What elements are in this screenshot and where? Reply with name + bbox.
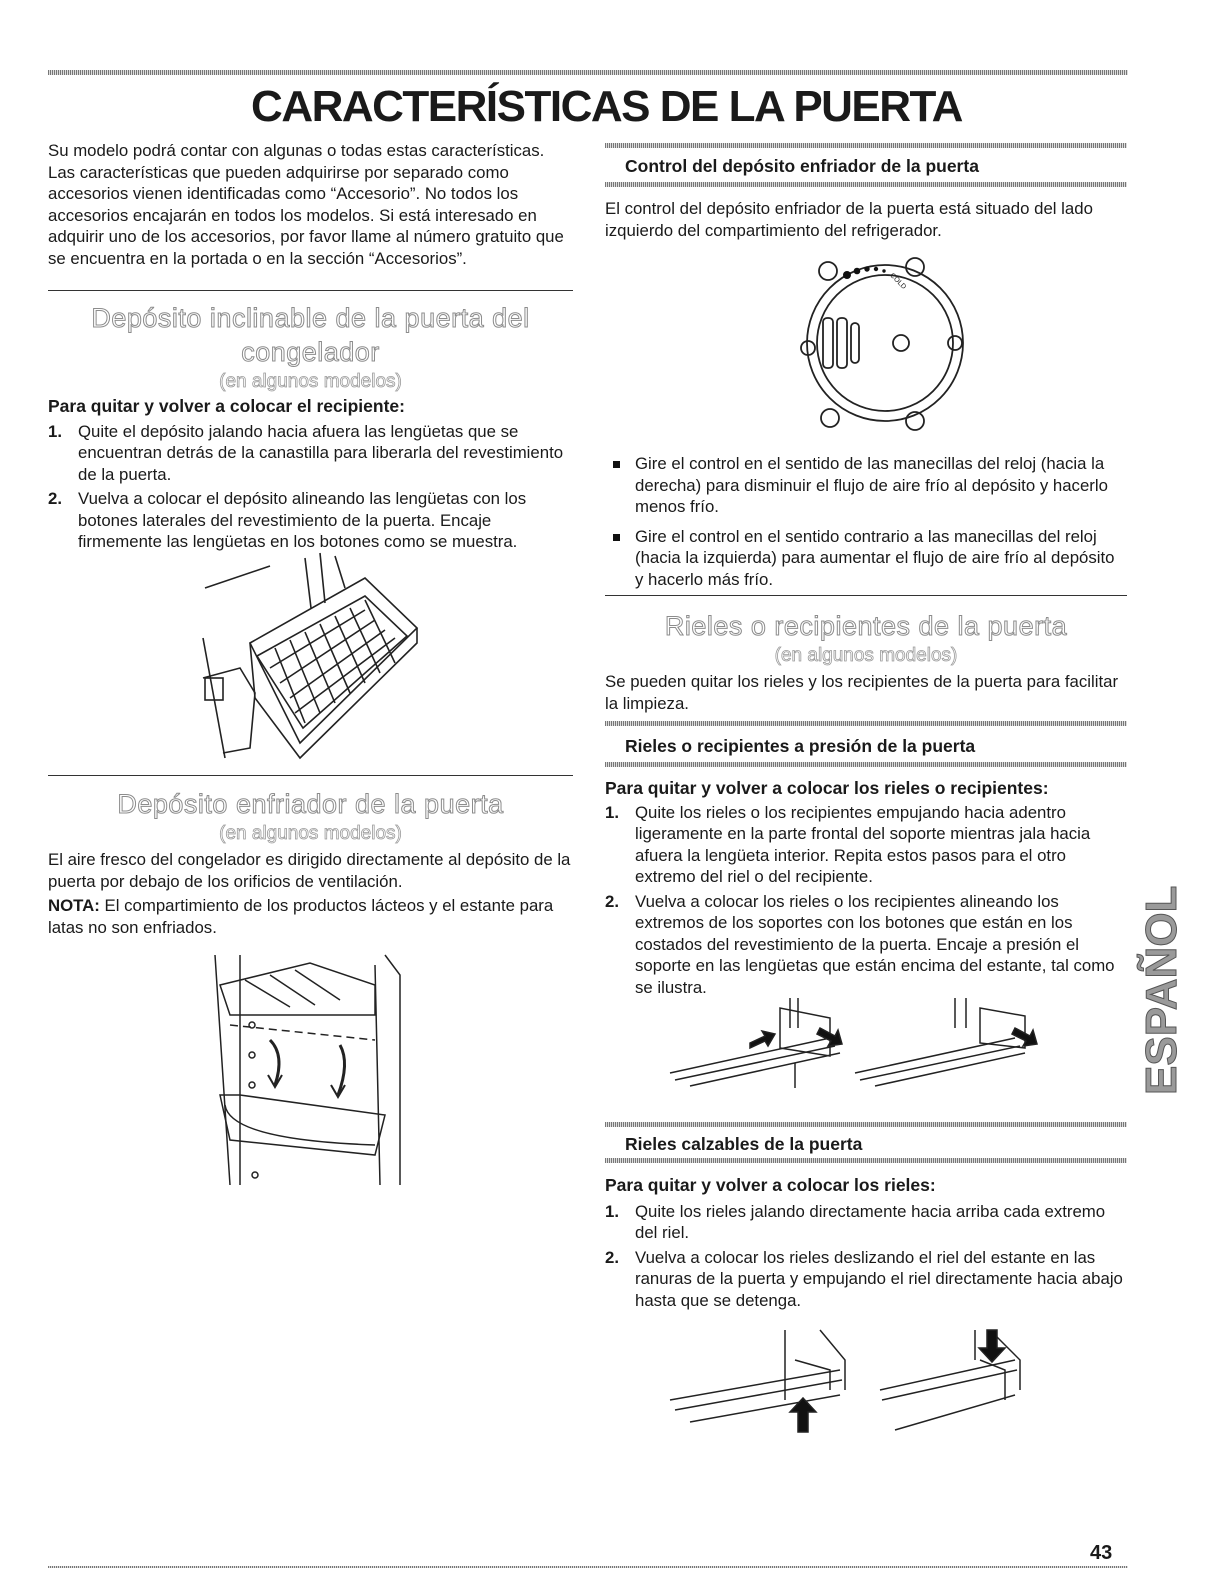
snap-rails-heading: Rieles o recipientes a presión de la puerta [625,736,976,756]
page-number: 43 [1090,1542,1113,1564]
drop-in-rails-section [605,1175,1127,1314]
snap-rails-instructions-heading: Para quitar y volver a colocar los rieles o recipientes: [605,778,1049,798]
drop-in-rails-instructions-heading: Para quitar y volver a colocar los rieles: [605,1175,936,1195]
page-title: CARACTERÍSTICAS DE LA PUERTA [251,82,962,131]
step-text: Quite los rieles o los recipientes empujando hacia adentro ligeramente en la parte frontal del soporte mientras jala hacia afuera la lengüeta interior. Repita estos pasos para el otro extremo del riel o del recipiente. [635,802,1091,886]
divider-tilt-bin [48,290,573,291]
tilt-bin-illustration [195,548,435,763]
step-number: 2. [605,1247,619,1267]
intro-block [48,140,573,269]
chiller-bin-section [48,788,573,938]
tilt-bin-models-note: (en algunos modelos) [219,371,402,392]
step-text: Vuelva a colocar los rieles o los recipientes alineando los extremos de los soportes con los botones que están en los costados del revestimiento de la puerta. Encaje a presión el soporte en las lengüetas que están encima del estante, tal como se ilustra. [635,891,1115,997]
step-number: 1. [605,802,619,822]
chiller-bin-models-note: (en algunos modelos) [219,823,402,844]
step-text: Vuelva a colocar los rieles deslizando el riel del estante en las ranuras de la puerta y empujando el riel directamente hacia abajo hasta que se detenga. [635,1247,1123,1310]
stripe-chiller-control-top [605,143,1127,148]
dial-cold-label: COLD [888,272,908,291]
drop-in-rails-illustration [670,1330,1050,1435]
stripe-snap-rails-top [605,721,1127,726]
side-tab-espanol [1137,810,1188,1110]
tilt-bin-steps [48,421,573,553]
tilt-bin-heading-line2: congelador [241,337,380,367]
list-item: Gire el control en el sentido contrario a las manecillas del reloj (hacia la izquierda) para aumentar el flujo de aire frío al depósito y hacerlo más frío. [605,526,1127,591]
stripe-chiller-control-bottom [605,182,1127,187]
chiller-control-body-block [605,198,1127,241]
snap-rails-steps [605,802,1127,999]
chiller-control-bullets [605,453,1127,590]
chiller-control-bullets-block [605,453,1127,598]
step-text: Quite el depósito jalando hacia afuera las lengüetas que se encuentran detrás de la canastilla para liberarla del revestimiento de la puerta. [78,421,564,484]
divider-door-rails [605,595,1127,596]
list-item [605,891,1127,999]
list-item [605,1247,1127,1312]
chiller-control-heading: Control del depósito enfriador de la puerta [625,156,979,176]
chiller-bin-illustration [200,945,415,1190]
stripe-snap-rails-bottom [605,762,1127,767]
note-text: El compartimiento de los productos lácteos y el estante para latas no son enfriados. [48,896,554,937]
tilt-bin-instructions-heading: Para quitar y volver a colocar el recipiente: [48,396,405,416]
drop-in-rails-steps [605,1201,1127,1312]
list-item [605,802,1127,888]
step-number: 2. [605,891,619,911]
list-item [48,421,573,486]
drop-in-rails-heading: Rieles calzables de la puerta [625,1134,863,1154]
door-rails-section [605,610,1127,714]
list-item: Gire el control en el sentido de las manecillas del reloj (hacia la derecha) para disminuir el flujo de aire frío al depósito y hacerlo menos frío. [605,453,1127,518]
list-item [605,1201,1127,1244]
door-rails-heading: Rieles o recipientes de la puerta [664,611,1068,641]
stripe-drop-in-rails-top [605,1122,1127,1127]
door-rails-models-note: (en algunos modelos) [774,645,958,666]
note-label: NOTA: [48,896,100,915]
snap-rails-section [605,778,1127,1001]
chiller-control-body: El control del depósito enfriador de la puerta está situado del lado izquierdo del compartimiento del refrigerador. [605,199,1093,240]
chiller-bin-heading: Depósito enfriador de la puerta [117,789,504,819]
step-number: 2. [48,489,62,508]
step-number: 1. [605,1201,619,1221]
step-number: 1. [48,421,62,441]
step-text: Quite los rieles jalando directamente hacia arriba cada extremo del riel. [635,1201,1106,1242]
list-item [48,488,573,553]
snap-rails-illustration [670,998,1050,1088]
bottom-stripe [48,1566,1128,1568]
divider-chiller-bin [48,775,573,776]
door-rails-body: Se pueden quitar los rieles y los recipientes de la puerta para facilitar la limpieza. [605,672,1119,713]
tilt-bin-section [48,302,573,556]
step-text: Vuelva a colocar el depósito alineando las lengüetas con los botones laterales del revestimiento de la puerta. Encaje firmemente las lengüetas en los botones como se muestra. [78,489,527,551]
chiller-bin-note [48,895,573,938]
tilt-bin-heading: Depósito inclinable de la puerta del [91,303,530,333]
stripe-drop-in-rails-bottom [605,1158,1127,1163]
chiller-control-dial [800,253,970,433]
side-tab-label: ESPAÑOL [1137,885,1186,1095]
top-stripe [48,70,1128,75]
intro-text: Su modelo podrá contar con algunas o todas estas características. Las características que pueden adquirirse por separado como accesorios vienen identificadas como “Accesorio”. No todos los accesorios encajarán en todos los modelos. Si está interesado en adquirir uno de los accesorios, por favor llame al número gratuito que se encuentra en la portada o en la sección “Accesorios”. [48,141,564,268]
chiller-bin-body: El aire fresco del congelador es dirigido directamente al depósito de la puerta por debajo de los orificios de ventilación. [48,850,571,891]
